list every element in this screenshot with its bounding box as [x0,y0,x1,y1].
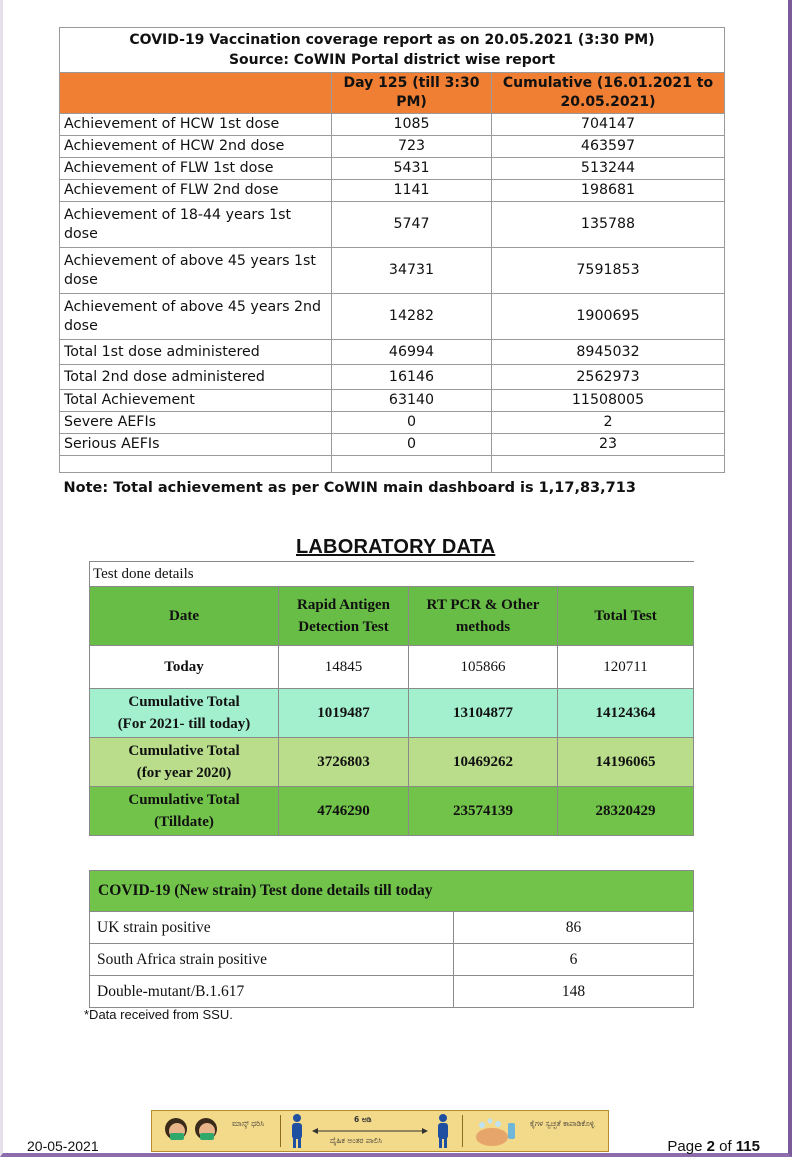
row-label: Today [90,646,279,689]
banner-distancing-text: ದೈಹಿಕ ಅಂತರ ಪಾಲಿಸಿ [330,1136,383,1145]
empty-cell [332,456,492,473]
lab-caption-row [90,562,694,587]
banner-distance-text: 6 ಅಡಿ [354,1115,372,1124]
table-row [90,689,694,738]
row-cumulative: 23 [492,434,725,456]
row-label: Serious AEFIs [60,434,332,456]
row-label-line1: Cumulative Total [128,792,240,808]
row-label [90,738,279,787]
row-cumulative: 2562973 [492,365,725,390]
lab-header-rtpcr [409,587,558,646]
vaccination-title-line2: Source: CoWIN Portal district wise report [228,52,556,68]
table-row [60,365,725,390]
row-label: Total 2nd dose administered [60,365,332,390]
row-label [90,787,279,836]
row-cumulative: 7591853 [492,248,725,294]
person-icon [432,1111,454,1151]
person-icon [286,1111,308,1151]
table-row [60,294,725,340]
strain-header-row [90,871,694,912]
empty-cell [60,456,332,473]
strain-label: UK strain positive [90,912,454,944]
row-label: Achievement of 18-44 years 1st dose [60,202,332,248]
row-label-line1: Cumulative Total [128,743,240,759]
row-day: 723 [332,136,492,158]
table-row [60,434,725,456]
vaccination-header-blank [60,73,332,114]
table-row [90,787,694,836]
hand-wash-icon [468,1111,524,1151]
lab-header-row [90,587,694,646]
row-label: Achievement of FLW 2nd dose [60,180,332,202]
lab-caption: Test done details [90,562,279,587]
row-label: Total Achievement [60,390,332,412]
table-row [60,136,725,158]
table-row [60,180,725,202]
covid-safety-banner [151,1110,609,1152]
lab-header-rapid [279,587,409,646]
table-row [90,912,694,944]
mask-faces-icon [158,1111,228,1151]
row-cumulative: 8945032 [492,340,725,365]
row-label-line2: (For 2021- till today) [117,716,251,732]
row-cumulative: 1900695 [492,294,725,340]
row-cumulative: 463597 [492,136,725,158]
lab-heading: LABORATORY DATA [296,536,496,558]
row-rtpcr: 105866 [409,646,558,689]
page-current: 2 [706,1138,715,1155]
row-day: 0 [332,412,492,434]
row-label: Total 1st dose administered [60,340,332,365]
table-row [60,248,725,294]
strain-value: 148 [454,976,694,1008]
footnote: *Data received from SSU. [84,1007,233,1022]
row-label: Achievement of above 45 years 1st dose [60,248,332,294]
table-row [90,944,694,976]
lab-header-date: Date [90,587,279,646]
row-total: 14124364 [558,689,694,738]
note-row [60,473,725,504]
row-day: 0 [332,434,492,456]
lab-caption-blank [279,562,694,587]
vaccination-title-line1: COVID-19 Vaccination coverage report as on 20.05.2021 (3:30 PM) [129,32,655,48]
row-label: Achievement of FLW 1st dose [60,158,332,180]
table-row [60,340,725,365]
vaccination-note: Note: Total achievement as per CoWIN main dashboard is 1,17,83,713 [60,473,725,504]
vaccination-header-day: Day 125 (till 3:30 PM) [332,73,492,114]
table-row [60,390,725,412]
row-cumulative: 704147 [492,114,725,136]
banner-mask-text: ಮಾಸ್ಕ್ ಧರಿಸಿ [232,1119,265,1128]
empty-row [60,456,725,473]
row-rtpcr: 23574139 [409,787,558,836]
row-label: Achievement of above 45 years 2nd dose [60,294,332,340]
banner-divider [462,1115,463,1147]
lab-header-rapid-line2: Detection Test [298,619,389,635]
row-total: 120711 [558,646,694,689]
row-label: Severe AEFIs [60,412,332,434]
lab-header-rtpcr-line2: methods [455,619,511,635]
row-rapid: 14845 [279,646,409,689]
strain-value: 6 [454,944,694,976]
row-day: 63140 [332,390,492,412]
vaccination-title-row [60,28,725,73]
page-of: of [714,1138,736,1155]
row-label: Achievement of HCW 1st dose [60,114,332,136]
row-day: 5431 [332,158,492,180]
banner-hands-text: ಕೈಗಳ ಸ್ವಚ್ಛತೆ ಕಾಪಾಡಿಕೊಳ್ಳಿ [530,1119,595,1128]
row-label-line2: (Tilldate) [154,814,214,830]
table-row [60,114,725,136]
lab-header-total: Total Test [558,587,694,646]
lab-header-rapid-line1: Rapid Antigen [297,597,390,613]
row-day: 34731 [332,248,492,294]
strain-value: 86 [454,912,694,944]
vaccination-table [59,27,725,503]
row-rtpcr: 13104877 [409,689,558,738]
page-number [667,1138,760,1155]
row-day: 5747 [332,202,492,248]
strain-heading: COVID-19 (New strain) Test done details till today [90,871,694,912]
table-row [60,202,725,248]
footer-date: 20-05-2021 [27,1138,99,1154]
strain-table [89,870,694,1008]
strain-label: Double-mutant/B.1.617 [90,976,454,1008]
row-rtpcr: 10469262 [409,738,558,787]
row-rapid: 3726803 [279,738,409,787]
row-day: 1085 [332,114,492,136]
row-rapid: 1019487 [279,689,409,738]
vaccination-title [60,28,725,73]
table-row [60,412,725,434]
vaccination-header-row [60,73,725,114]
row-rapid: 4746290 [279,787,409,836]
row-label-line2: (for year 2020) [136,765,232,781]
lab-header-rtpcr-line1: RT PCR & Other [426,597,540,613]
row-cumulative: 2 [492,412,725,434]
table-row [60,158,725,180]
row-day: 14282 [332,294,492,340]
row-cumulative: 513244 [492,158,725,180]
row-cumulative: 198681 [492,180,725,202]
row-total: 28320429 [558,787,694,836]
page-prefix: Page [667,1138,707,1155]
row-cumulative: 135788 [492,202,725,248]
banner-divider [280,1115,281,1147]
table-row [90,738,694,787]
row-label: Achievement of HCW 2nd dose [60,136,332,158]
row-label [90,689,279,738]
page-total: 115 [735,1138,760,1155]
vaccination-header-cumulative: Cumulative (16.01.2021 to 20.05.2021) [492,73,725,114]
lab-table [89,561,694,836]
strain-label: South Africa strain positive [90,944,454,976]
table-row [90,976,694,1008]
empty-cell [492,456,725,473]
row-total: 14196065 [558,738,694,787]
row-day: 46994 [332,340,492,365]
row-cumulative: 11508005 [492,390,725,412]
row-day: 1141 [332,180,492,202]
table-row [90,646,694,689]
row-label-line1: Cumulative Total [128,694,240,710]
row-day: 16146 [332,365,492,390]
